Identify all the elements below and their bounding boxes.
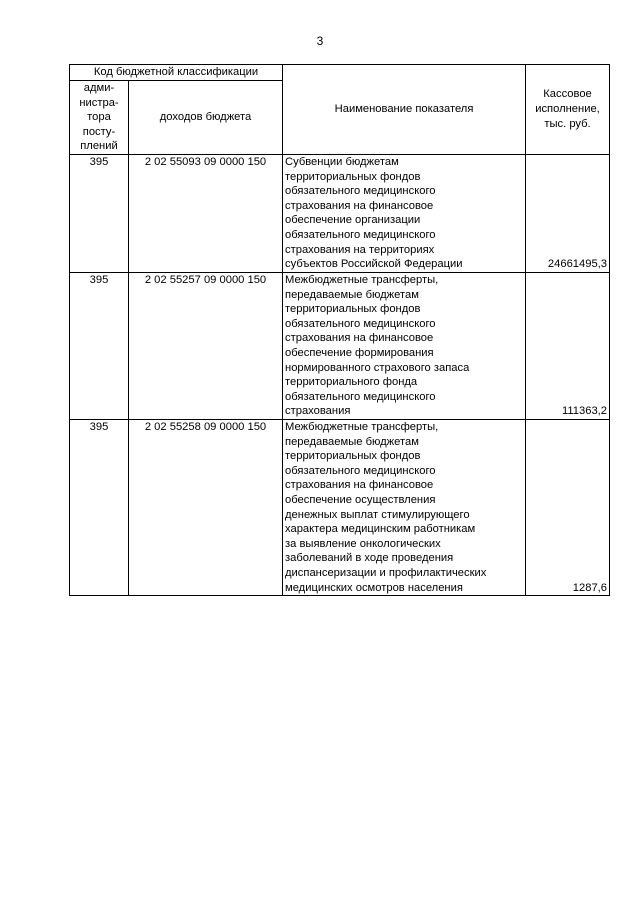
header-cash-execution-line: исполнение,: [535, 103, 600, 115]
header-budget-income: доходов бюджета: [129, 81, 283, 155]
name-line: обеспечение организации: [285, 214, 421, 227]
header-administrator-line: нистра-: [79, 96, 119, 109]
name-line: страхования на финансовое: [285, 332, 434, 345]
name-line: обязательного медицинского: [285, 390, 436, 403]
name-line: обязательного медицинского: [285, 464, 436, 477]
cell-cash-amount: 111363,2: [526, 273, 610, 420]
name-line: Межбюджетные трансферты,: [285, 274, 439, 286]
name-line: за выявление онкологических: [285, 537, 441, 550]
name-line: территориальных фондов: [285, 450, 421, 463]
cell-cash-amount: 24661495,3: [526, 155, 610, 273]
cell-administrator-code: 395: [70, 273, 129, 420]
header-cash-execution-line: Кассовое: [543, 88, 592, 100]
header-administrator-line: посту-: [82, 125, 116, 138]
header-administrator-line: тора: [87, 111, 111, 124]
name-line: субъектов Российской Федерации: [285, 258, 463, 271]
cell-indicator-name: [283, 273, 526, 420]
name-line: территориальных фондов: [285, 170, 421, 183]
name-line: Межбюджетные трансферты,: [285, 421, 439, 433]
cell-income-code: 2 02 55257 09 0000 150: [129, 273, 283, 420]
name-line: страхования на финансовое: [285, 479, 434, 492]
name-line: денежных выплат стимулирующего: [285, 508, 470, 521]
name-line: медицинских осмотров населения: [285, 581, 463, 594]
header-administrator-line: плений: [80, 140, 118, 153]
table-row: [70, 420, 610, 596]
table-row: [70, 155, 610, 273]
name-line: страхования: [285, 405, 351, 418]
name-line: страхования на территориях: [285, 243, 435, 256]
budget-table: [69, 64, 610, 596]
name-line: обязательного медицинского: [285, 185, 436, 198]
name-line: передаваемые бюджетам: [285, 435, 419, 448]
cell-indicator-name: [283, 155, 526, 273]
page-number: 3: [316, 34, 324, 48]
name-line: характера медицинским работникам: [285, 523, 476, 536]
header-administrator: [70, 81, 129, 155]
cell-indicator-name: [283, 420, 526, 596]
header-budget-classification-code: Код бюджетной классификации: [70, 65, 283, 81]
header-cash-execution-line: тыс. руб.: [544, 118, 591, 130]
header-indicator-name: Наименование показателя: [283, 65, 526, 155]
cell-income-code: 2 02 55093 09 0000 150: [129, 155, 283, 273]
name-line: территориального фонда: [285, 376, 418, 389]
header-cash-execution: [526, 65, 610, 155]
name-line: страхования на финансовое: [285, 199, 434, 212]
name-line: диспансеризации и профилактических: [285, 566, 487, 579]
name-line: территориальных фондов: [285, 303, 421, 316]
name-line: заболеваний в ходе проведения: [285, 552, 454, 565]
name-line: обеспечение осуществления: [285, 493, 436, 506]
name-line: передаваемые бюджетам: [285, 288, 419, 301]
name-line: Субвенции бюджетам: [285, 156, 399, 168]
name-line: обязательного медицинского: [285, 228, 436, 241]
name-line: обязательного медицинского: [285, 317, 436, 330]
cell-administrator-code: 395: [70, 155, 129, 273]
cell-administrator-code: 395: [70, 420, 129, 596]
table-row: [70, 273, 610, 420]
header-row-top: [70, 65, 610, 81]
cell-income-code: 2 02 55258 09 0000 150: [129, 420, 283, 596]
name-line: обеспечение формирования: [285, 346, 434, 359]
header-administrator-line: адми-: [83, 82, 115, 95]
cell-cash-amount: 1287,6: [526, 420, 610, 596]
name-line: нормированного страхового запаса: [285, 361, 470, 374]
